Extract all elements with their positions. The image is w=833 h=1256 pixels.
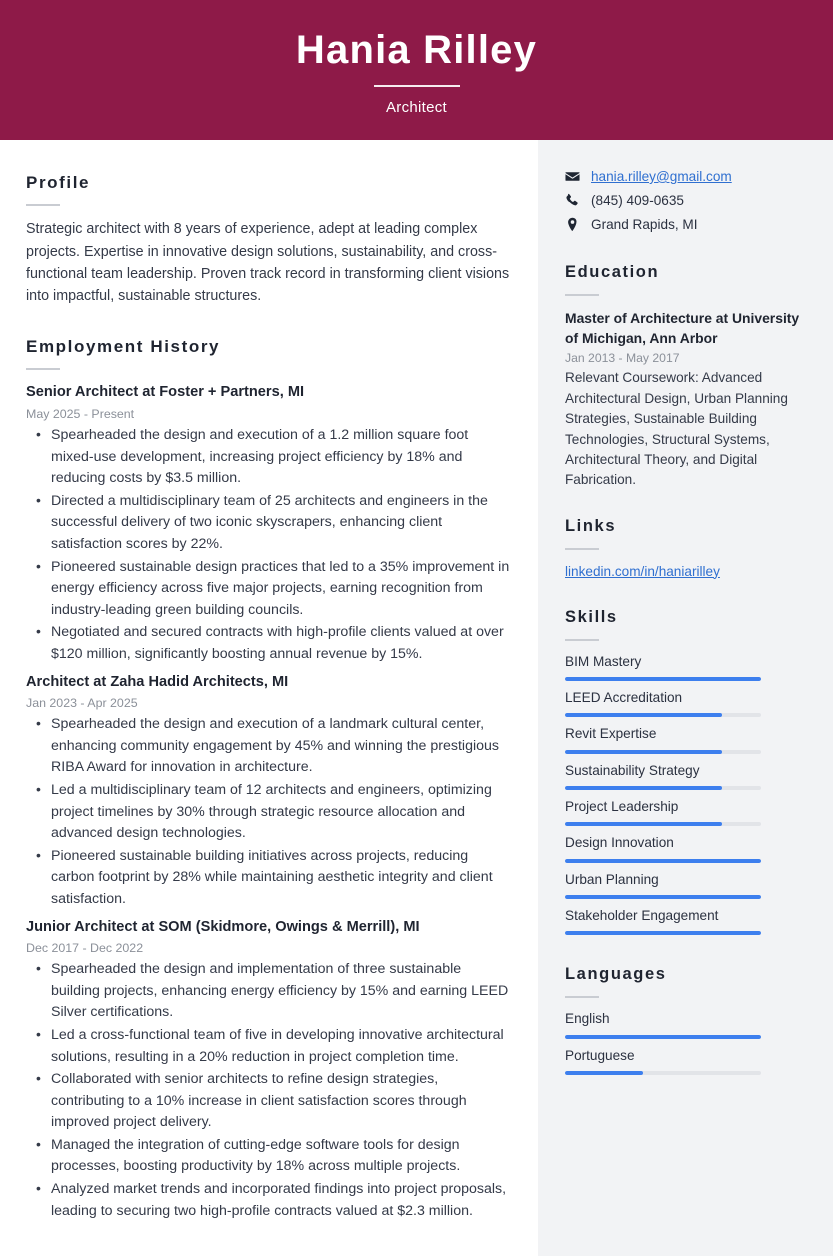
employment-entry-title: Junior Architect at SOM (Skidmore, Owings & Merrill), MI — [26, 918, 420, 935]
skill — [565, 762, 803, 790]
education-list — [565, 308, 803, 491]
skills-heading: Skills — [565, 607, 618, 626]
skill-bar-fill — [565, 895, 761, 899]
skill — [565, 725, 803, 753]
skill-label: LEED Accreditation — [565, 690, 683, 706]
employment-entry-dates: Jan 2023 - Apr 2025 — [26, 695, 138, 710]
employment-bullet: • Spearheaded the design and implementation of three sustainable building projects, enhancing energy efficiency by 15% and earning LEED Silver certifications. — [26, 959, 510, 1024]
language — [565, 1047, 803, 1075]
language-bar — [565, 1071, 761, 1075]
contact-email-link[interactable]: hania.rilley@gmail.com — [591, 168, 732, 184]
skill-bar-fill — [565, 786, 722, 790]
employment-bullet: • Managed the integration of cutting-edge software tools for design processes, boosting productivity by 18% across multiple projects. — [26, 1135, 510, 1178]
employment-bullet: • Pioneered sustainable building initiatives across projects, reducing carbon footprint by 28% while maintaining aesthetic integrity and client satisfaction. — [26, 846, 510, 911]
education-heading-rule — [565, 294, 599, 296]
employment-bullet: • Directed a multidisciplinary team of 25 architects and engineers in the successful delivery of two iconic skyscrapers, enhancing client satisfaction scores by 22%. — [26, 491, 510, 556]
employment-bullet-list — [26, 714, 510, 910]
language-bar — [565, 1035, 761, 1039]
employment-bullet: • Collaborated with senior architects to refine design strategies, contributing to a 10% increase in client satisfaction scores through improved project delivery. — [26, 1069, 510, 1134]
links-heading-rule — [565, 548, 599, 550]
skill-label: Stakeholder Engagement — [565, 908, 719, 924]
contact-row — [565, 190, 803, 211]
skill-bar — [565, 677, 761, 681]
skill-bar-fill — [565, 931, 761, 935]
skill-label: Design Innovation — [565, 835, 674, 851]
skill-label: BIM Mastery — [565, 653, 642, 669]
skill — [565, 907, 803, 935]
skill-label: Urban Planning — [565, 871, 659, 887]
map-pin-icon — [565, 217, 580, 232]
education-entry-title: Master of Architecture at University of Michigan, Ann Arbor — [565, 309, 800, 346]
employment-bullet: • Led a multidisciplinary team of 12 architects and engineers, optimizing project timelines by 30% through strategic resource allocation and advanced design technologies. — [26, 780, 510, 845]
languages-heading-rule — [565, 996, 599, 998]
main-column — [0, 140, 538, 1256]
skill-label: Revit Expertise — [565, 726, 657, 742]
profile-heading: Profile — [26, 173, 91, 192]
employment-heading: Employment History — [26, 337, 221, 357]
skill-bar-fill — [565, 713, 722, 717]
skill-bar-fill — [565, 750, 722, 754]
employment-entry — [26, 917, 510, 1223]
skills-section — [565, 608, 803, 936]
phone-icon — [565, 193, 580, 208]
contact-list — [565, 166, 803, 235]
sidebar-spacer — [565, 943, 803, 965]
employment-entry-title: Architect at Zaha Hadid Architects, MI — [26, 673, 289, 690]
education-entry — [565, 308, 803, 491]
employment-bullet-list — [26, 959, 510, 1222]
language-label: Portuguese — [565, 1047, 635, 1063]
skill-label: Project Leadership — [565, 799, 679, 815]
employment-bullet: • Spearheaded the design and execution of a landmark cultural center, enhancing community engagement by 45% and winning the prestigious RIBA Award for innovation in architecture. — [26, 714, 510, 779]
languages-section — [565, 965, 803, 1074]
skill — [565, 689, 803, 717]
skill-bar — [565, 713, 761, 717]
skill-bar-fill — [565, 677, 761, 681]
skill-bar — [565, 931, 761, 935]
language-bar-fill — [565, 1071, 643, 1075]
section-spacer — [26, 311, 510, 337]
profile-section — [26, 173, 510, 307]
language-bar-fill — [565, 1035, 761, 1039]
contact-row — [565, 214, 803, 235]
profile-heading-rule — [26, 204, 60, 206]
skill — [565, 653, 803, 681]
skill-bar-fill — [565, 822, 722, 826]
sidebar-spacer — [565, 495, 803, 517]
skill — [565, 871, 803, 899]
employment-bullet-list — [26, 425, 510, 665]
candidate-name: Hania Rilley — [295, 28, 538, 72]
contact-row — [565, 166, 803, 187]
contact-value: Grand Rapids, MI — [591, 216, 698, 232]
language-label: English — [565, 1011, 610, 1027]
links-list — [565, 562, 803, 582]
employment-entry — [26, 382, 510, 665]
language — [565, 1010, 803, 1038]
employment-bullet: • Analyzed market trends and incorporated findings into project proposals, leading to securing two high-profile contracts valued at $2.3 million. — [26, 1179, 510, 1222]
education-section — [565, 263, 803, 491]
employment-entry-dates: Dec 2017 - Dec 2022 — [26, 940, 144, 955]
employment-heading-rule — [26, 368, 60, 370]
employment-bullet: • Pioneered sustainable design practices that led to a 35% improvement in energy efficiency across five major projects, earning recognition from industry-leading green building councils. — [26, 557, 510, 622]
links-section — [565, 517, 803, 582]
skill-bar-fill — [565, 859, 761, 863]
skills-list — [565, 653, 803, 936]
employment-entry — [26, 672, 510, 911]
sidebar-spacer — [565, 586, 803, 608]
skills-heading-rule — [565, 639, 599, 641]
education-entry-dates: Jan 2013 - May 2017 — [565, 351, 680, 366]
employment-bullet: • Spearheaded the design and execution of a 1.2 million square foot mixed-use development, increasing project efficiency by 18% and reducing costs by $3.5 million. — [26, 425, 510, 490]
skill-bar — [565, 895, 761, 899]
employment-entry-title: Senior Architect at Foster + Partners, MI — [26, 384, 305, 401]
skill — [565, 798, 803, 826]
contact-value: (845) 409-0635 — [591, 192, 684, 208]
candidate-job-title: Architect — [385, 99, 448, 116]
employment-bullet: • Negotiated and secured contracts with high-profile clients valued at over $120 million, significantly boosting annual revenue by 15%. — [26, 622, 510, 665]
profile-text: Strategic architect with 8 years of experience, adept at leading complex projects. Expertise in innovative design solutions, sustainability, and cross-functional team leadership. Proven track record in transforming client visions into impactful, sustainable structures. — [26, 221, 510, 304]
header-divider — [374, 85, 460, 87]
languages-list — [565, 1010, 803, 1075]
resume-body — [0, 140, 833, 1256]
employment-entry-dates: May 2025 - Present — [26, 406, 135, 421]
skill-bar — [565, 822, 761, 826]
links-heading: Links — [565, 516, 617, 535]
education-heading: Education — [565, 263, 660, 281]
skill-bar — [565, 786, 761, 790]
skill — [565, 834, 803, 862]
envelope-icon — [565, 169, 580, 184]
resume-header — [0, 0, 833, 140]
employment-list — [26, 382, 510, 1222]
skill-label: Sustainability Strategy — [565, 762, 700, 778]
employment-section — [26, 337, 510, 1222]
employment-bullet: • Led a cross-functional team of five in developing innovative architectural solutions, resulting in a 20% reduction in project completion time. — [26, 1025, 510, 1068]
education-entry-description: Relevant Coursework: Advanced Architectural Design, Urban Planning Strategies, Sustainable Building Technologies, Structural Systems, Architectural Theory, and Digital Fabrication. — [565, 370, 788, 488]
sidebar-column — [538, 140, 833, 1256]
skill-bar — [565, 859, 761, 863]
skill-bar — [565, 750, 761, 754]
languages-heading: Languages — [565, 965, 667, 984]
profile-link[interactable]: linkedin.com/in/haniarilley — [565, 563, 720, 579]
